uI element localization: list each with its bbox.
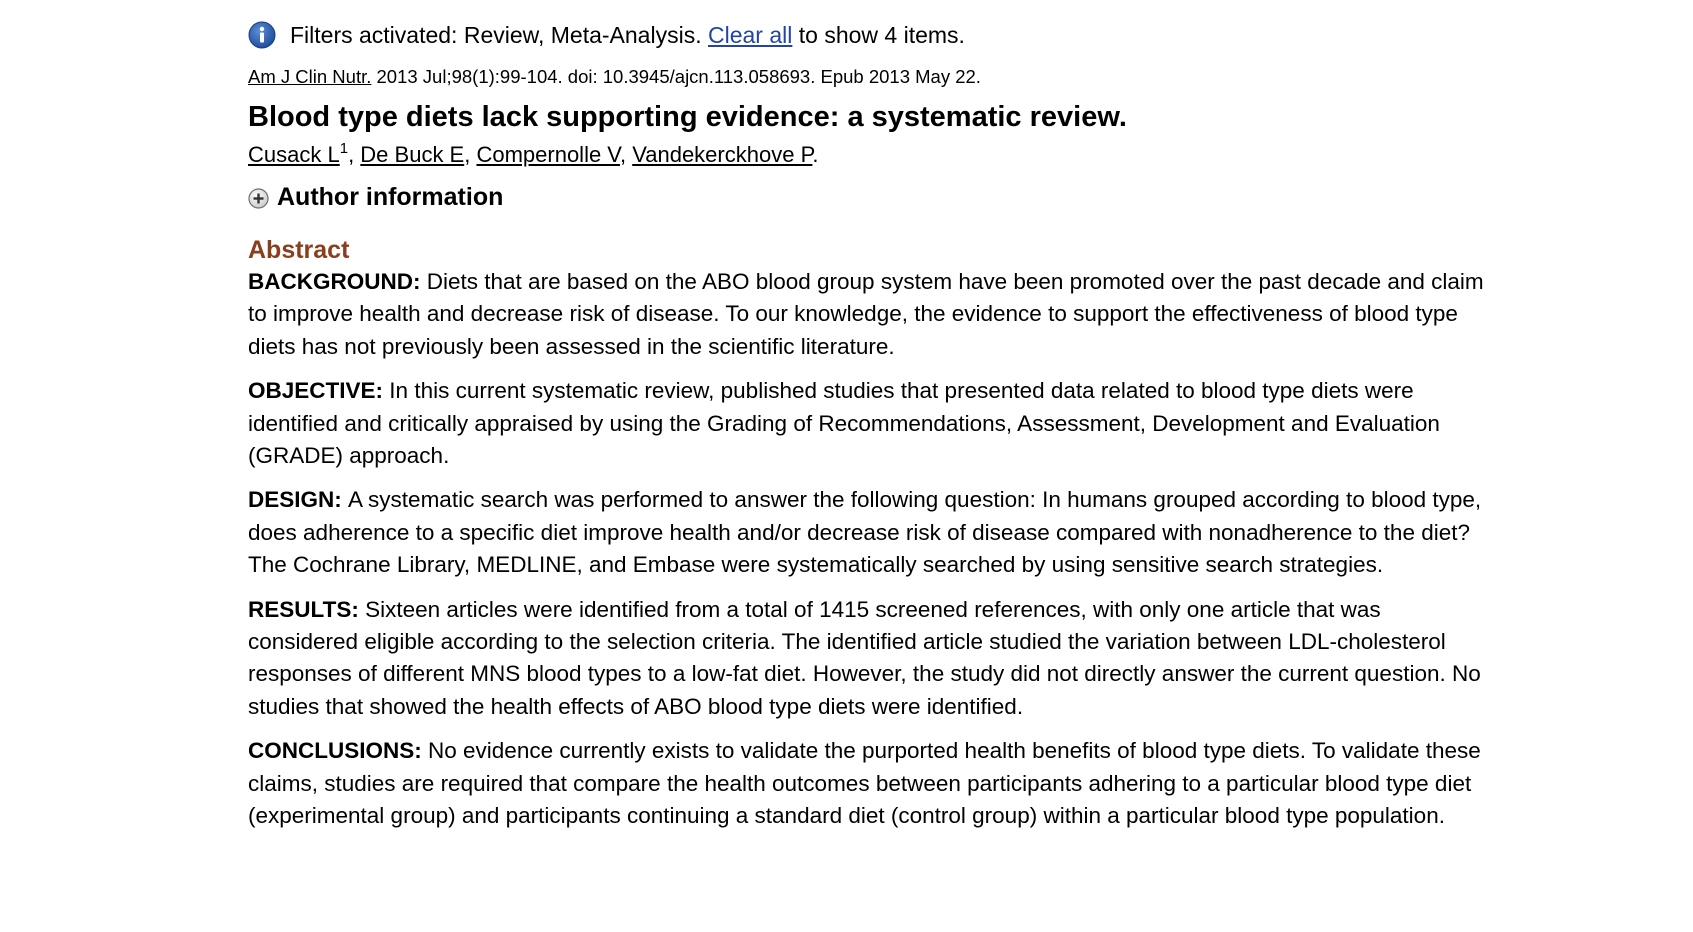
author-list <box>248 140 1488 170</box>
filter-prefix: Filters activated: Review, Meta-Analysis. <box>290 21 708 48</box>
abstract-results <box>248 594 1488 724</box>
abstract-objective <box>248 375 1488 472</box>
section-label: DESIGN: <box>248 487 342 513</box>
section-text: Sixteen articles were identified from a total of 1415 screened references, with only one article that was considered eligible according to the selection criteria. The identified article studied the variation between LDL-cholesterol responses of different MNS blood types to a low-fat diet. However, the study did not directly answer the current question. No studies that showed the health effects of ABO blood type diets were identified. <box>248 596 1481 719</box>
info-icon <box>248 21 276 49</box>
article-page <box>248 18 1488 845</box>
clear-all-link[interactable]: Clear all <box>707 21 793 48</box>
author-link[interactable]: De Buck E <box>360 142 465 167</box>
author-link[interactable]: Vandekerckhove P <box>632 142 813 167</box>
filter-text <box>290 22 965 49</box>
section-label: RESULTS: <box>248 596 359 622</box>
author-affiliation-sup: 1 <box>339 140 349 157</box>
abstract-heading: Abstract <box>248 236 350 264</box>
article-title: Blood type diets lack supporting evidence: a systematic review. <box>248 101 1127 133</box>
author-separator: , <box>348 142 361 167</box>
section-text: In this current systematic review, published studies that presented data related to blood type diets were identified and critically appraised by using the Grading of Recommendations, Assessment, Development and Evaluation (GRADE) approach. <box>248 378 1440 469</box>
author-end: . <box>812 142 819 167</box>
filter-notice <box>248 18 1488 52</box>
author-information-toggle[interactable] <box>248 180 1488 214</box>
plus-circle-icon <box>248 188 269 209</box>
author-information-label: Author information <box>277 183 504 211</box>
citation <box>248 66 1488 88</box>
abstract-design <box>248 484 1488 581</box>
journal-link[interactable]: Am J Clin Nutr. <box>248 66 372 87</box>
author-separator: , <box>619 142 633 167</box>
section-label: OBJECTIVE: <box>248 378 384 404</box>
abstract-background <box>248 266 1488 363</box>
section-label: BACKGROUND: <box>248 269 421 294</box>
author-link[interactable]: Cusack L <box>248 142 340 167</box>
filter-suffix: to show 4 items. <box>792 21 965 48</box>
section-text: A systematic search was performed to answer the following question: In humans grouped according to blood type, does adherence to a specific diet improve health and/or decrease risk of disease compared with nonadherence to the diet? The Cochrane Library, MEDLINE, and Embase were systematically searched by using sensitive search strategies. <box>248 487 1482 578</box>
author-link[interactable]: Compernolle V <box>476 142 620 167</box>
section-text: Diets that are based on the ABO blood group system have been promoted over the past decade and claim to improve health and decrease risk of disease. To our knowledge, the evidence to support the effectiveness of blood type diets has not previously been assessed in the scientific literature. <box>248 269 1484 359</box>
citation-details: 2013 Jul;98(1):99-104. doi: 10.3945/ajcn.113.058693. Epub 2013 May 22. <box>371 66 981 87</box>
section-label: CONCLUSIONS: <box>248 738 422 764</box>
section-text: No evidence currently exists to validate the purported health benefits of blood type diets. To validate these claims, studies are required that compare the health outcomes between participants adhering to a particular blood type diet (experimental group) and participants continuing a standard diet (control group) within a particular blood type population. <box>248 738 1481 829</box>
abstract-conclusions <box>248 735 1488 832</box>
author-separator: , <box>464 142 477 167</box>
